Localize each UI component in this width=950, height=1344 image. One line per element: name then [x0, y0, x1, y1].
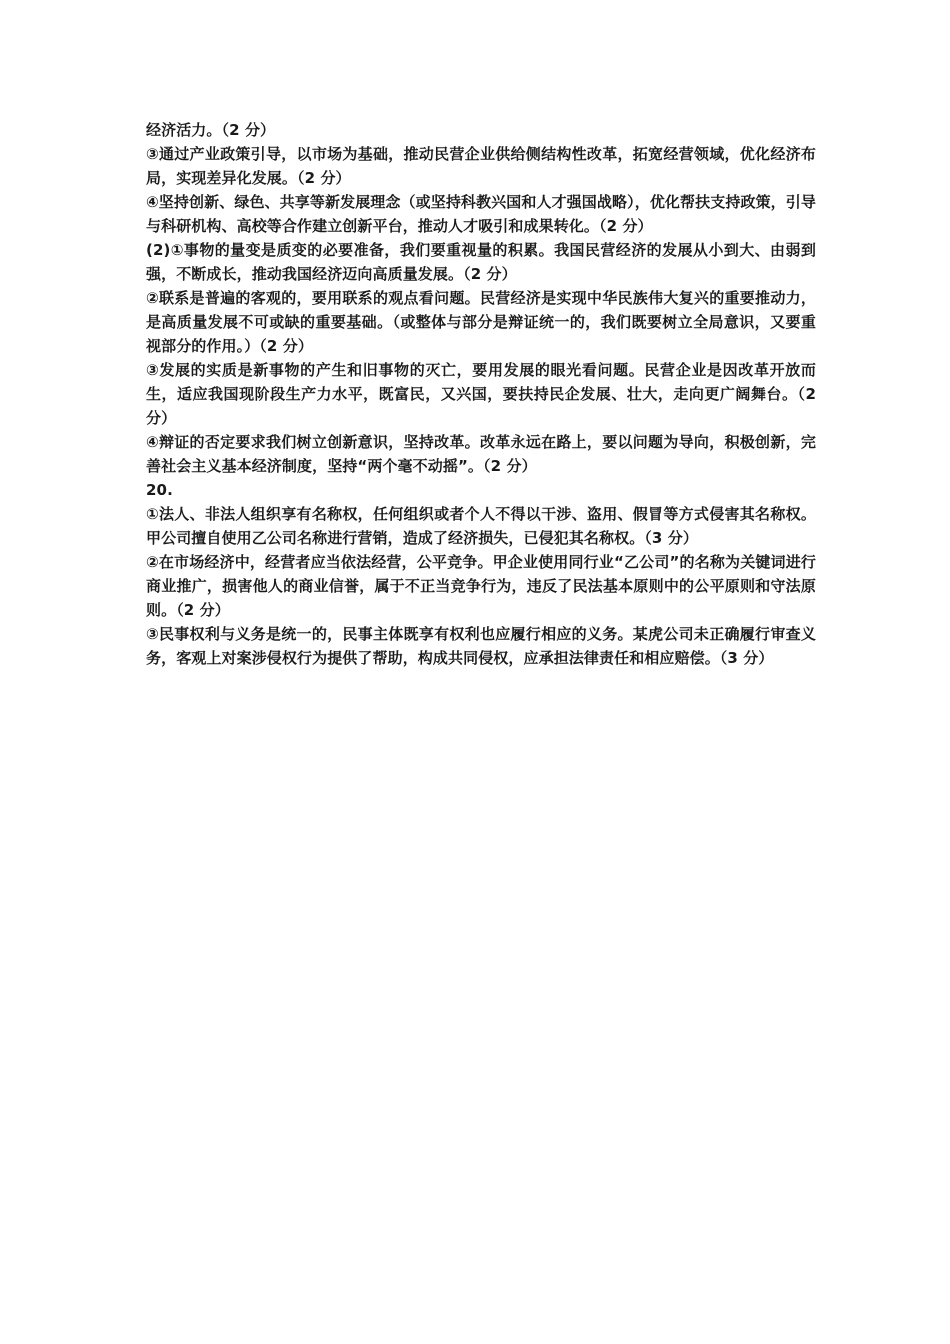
paragraph-rights-obligations: ③民事权利与义务是统一的，民事主体既享有权利也应履行相应的义务。某虎公司未正确履行审查义务，客观上对案涉侵权行为提供了帮助，构成共同侵权，应承担法律责任和相应赔偿。（3 分）	[146, 625, 816, 667]
paragraph-innovation: ④坚持创新、绿色、共享等新发展理念（或坚持科教兴国和人才强国战略），优化帮扶支持政策，引导与科研机构、高校等合作建立创新平台，推动人才吸引和成果转化。（2 分）	[146, 193, 816, 235]
paragraph-dialectical-negation: ④辩证的否定要求我们树立创新意识，坚持改革。改革永远在路上，要以问题为导向，积极创新，完善社会主义基本经济制度，坚持“两个毫不动摇”。（2 分）	[146, 433, 816, 475]
paragraph-universal-connection: ②联系是普遍的客观的，要用联系的观点看问题。民营经济是实现中华民族伟大复兴的重要推动力，是高质量发展不可或缺的重要基础。（或整体与部分是辩证统一的，我们既要树立全局意识，又要重视部分的作用。）（2 分）	[146, 289, 816, 355]
question-number: 20.	[146, 481, 173, 499]
paragraph-name-right: ①法人、非法人组织享有名称权，任何组织或者个人不得以干涉、盗用、假冒等方式侵害其名称权。甲公司擅自使用乙公司名称进行营销，造成了经济损失，已侵犯其名称权。（3 分）	[146, 505, 816, 547]
paragraph-economic-vitality: 经济活力。（2 分）	[146, 121, 276, 139]
paragraph-quantitative-change: (2)①事物的量变是质变的必要准备，我们要重视量的积累。我国民营经济的发展从小到大、由弱到强，不断成长，推动我国经济迈向高质量发展。（2 分）	[146, 241, 816, 283]
paragraph-fair-competition: ②在市场经济中，经营者应当依法经营，公平竞争。甲企业使用同行业“乙公司”的名称为关键词进行商业推广，损害他人的商业信誉，属于不正当竞争行为，违反了民法基本原则中的公平原则和守法原则。（2 分）	[146, 553, 816, 619]
paragraph-development-essence: ③发展的实质是新事物的产生和旧事物的灭亡，要用发展的眼光看问题。民营企业是因改革开放而生，适应我国现阶段生产力水平，既富民，又兴国，要扶持民企发展、壮大，走向更广阔舞台。（2 分）	[146, 361, 816, 427]
paragraph-industry-policy: ③通过产业政策引导，以市场为基础，推动民营企业供给侧结构性改革，拓宽经营领域，优化经济布局，实现差异化发展。（2 分）	[146, 145, 816, 187]
answer-text-block	[146, 118, 816, 670]
